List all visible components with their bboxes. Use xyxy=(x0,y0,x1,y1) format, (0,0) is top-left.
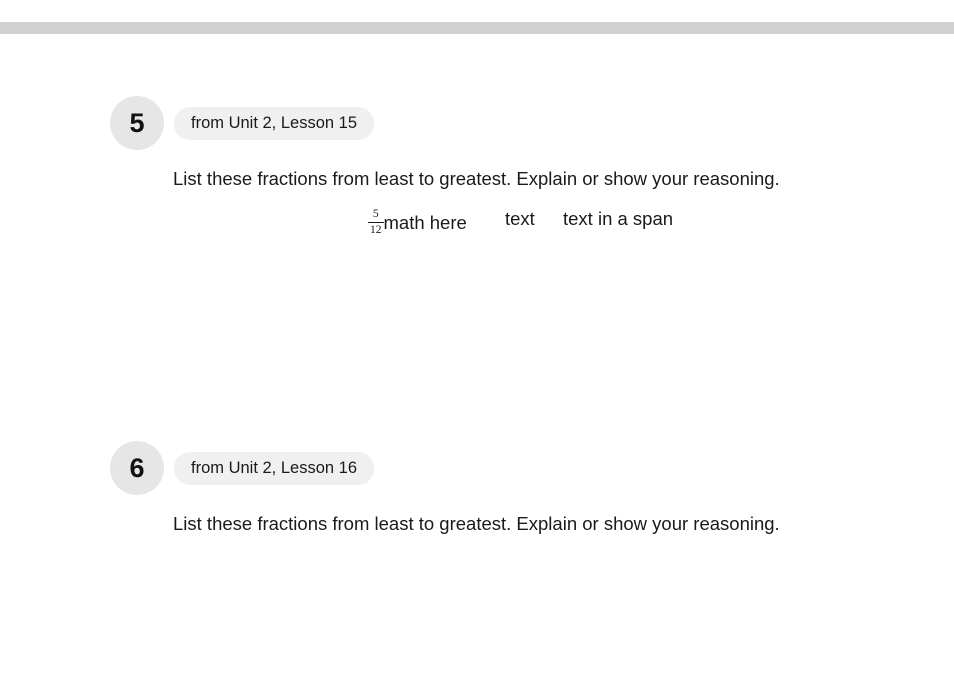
problem-5-number: 5 xyxy=(110,96,164,150)
problem-6-header xyxy=(110,441,910,495)
fraction-5-over-12 xyxy=(368,208,384,237)
inline-span-text-2: text in a span xyxy=(563,207,674,229)
fraction-numerator: 5 xyxy=(372,207,379,220)
problem-5 xyxy=(110,96,910,278)
problem-5-prompt: List these fractions from least to greatest. Explain or show your reasoning. xyxy=(173,168,780,189)
problem-6-source-tag: from Unit 2, Lesson 16 xyxy=(174,452,374,485)
problem-6-prompt: List these fractions from least to greatest. Explain or show your reasoning. xyxy=(173,513,780,534)
problem-6-number: 6 xyxy=(110,441,164,495)
fraction-bar xyxy=(368,222,384,223)
math-placeholder-label: math here xyxy=(383,211,467,233)
problem-5-math-row xyxy=(173,208,910,278)
page-top-margin xyxy=(0,0,954,22)
problem-5-header xyxy=(110,96,910,150)
problem-6 xyxy=(110,441,910,537)
problem-5-source-tag: from Unit 2, Lesson 15 xyxy=(174,107,374,140)
header-divider-bar xyxy=(0,22,954,34)
fraction-denominator: 12 xyxy=(370,223,382,236)
inline-span-text-1: text xyxy=(505,207,535,229)
problem-5-math-block xyxy=(368,208,478,237)
